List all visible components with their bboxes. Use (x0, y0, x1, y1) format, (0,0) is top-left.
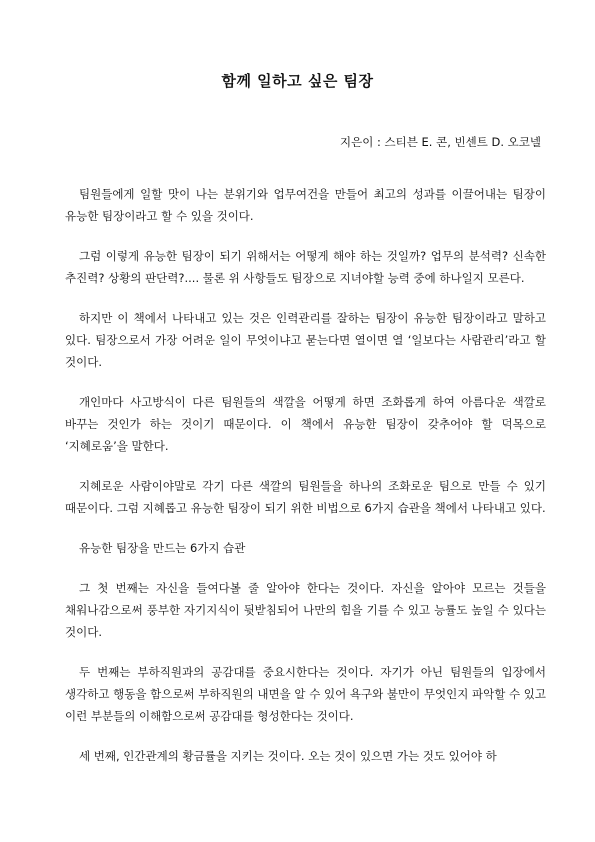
paragraph: 두 번째는 부하직원과의 공감대를 중요시한다는 것이다. 자기가 아닌 팀원들의 입장에서 생각하고 행동을 함으로써 부하직원의 내면을 알 수 있어 욕구와 불만이 무엇인지 파악할 수 있고 이런 부분들의 이해함으로써 공감대를 형성한다는 것이다. (65, 665, 546, 723)
paragraph: 지혜로운 사람이야말로 각기 다른 색깔의 팀원들을 하나의 조화로운 팀으로 만들 수 있기 때문이다. 그럼 지혜롭고 유능한 팀장이 되기 위한 비법으로 6가지 습관을 책에서 나타내고 있다. (65, 479, 546, 515)
paragraph: 팀원들에게 일할 맛이 나는 분위기와 업무여건을 만들어 최고의 성과를 이끌어내는 팀장이 유능한 팀장이라고 할 수 있을 것이다. (65, 187, 546, 223)
section-heading: 유능한 팀장을 만드는 6가지 습관 (79, 541, 246, 555)
document-body (65, 183, 546, 785)
paragraph: 그 첫 번째는 자신을 들여다볼 줄 알아야 한다는 것이다. 자신을 알아야 모르는 것들을 채워나감으로써 풍부한 자기지식이 뒷받침되어 나만의 힘을 기를 수 있고 능률도 높일 수 있다는 것이다. (65, 581, 546, 639)
paragraph: 개인마다 사고방식이 다른 팀원들의 색깔을 어떻게 하면 조화롭게 하여 아름다운 색깔로 바꾸는 것인가 하는 것이기 때문이다. 이 책에서 유능한 팀장이 갖추어야 할 덕목으로 ‘지혜로움’을 말한다. (65, 395, 546, 453)
paragraph: 하지만 이 책에서 나타내고 있는 것은 인력관리를 잘하는 팀장이 유능한 팀장이라고 말하고 있다. 팀장으로서 가장 어려운 일이 무엇이냐고 묻는다면 열이면 열 ‘일보다는 사람관리’라고 할 것이다. (65, 311, 546, 369)
paragraph: 그럼 이렇게 유능한 팀장이 되기 위해서는 어떻게 해야 하는 것일까? 업무의 분석력? 신속한 추진력? 상황의 판단력?.... 물론 위 사항들도 팀장으로 지녀야할 능력 중에 하나일지 모른다. (65, 249, 546, 285)
author-line: 지은이 : 스티븐 E. 콘, 빈센트 D. 오코넬 (340, 135, 541, 149)
document-title: 함께 일하고 싶은 팀장 (221, 72, 374, 90)
paragraph: 세 번째, 인간관계의 황금률을 지키는 것이다. 오는 것이 있으면 가는 것도 있어야 하 (79, 749, 497, 763)
